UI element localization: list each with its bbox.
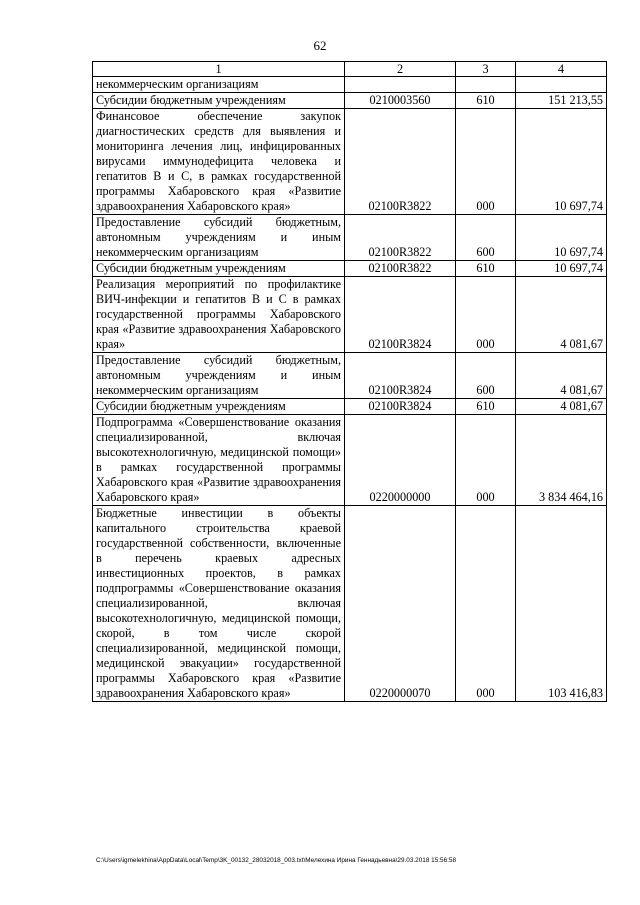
row-amount: 10 697,74	[516, 215, 607, 261]
row-code: 02100R3824	[345, 277, 456, 353]
column-header-3: 3	[456, 62, 516, 77]
page-number: 62	[313, 38, 327, 53]
row-description: Финансовое обеспечение закупок диагностических средств для выявления и мониторинга лечения лиц, инфицированных вирусами иммунодефицита человека и гепатитов В и С, в рамках государственной программы Хабаровского края «Развитие здравоохранения Хабаровского края»	[93, 109, 345, 215]
row-description: Бюджетные инвестиции в объекты капитального строительства краевой государственной собственности, включенные в перечень краевых адресных инвестиционных проектов, в рамках подпрограммы «Совершенствование оказания специализированной, включая высокотехнологичную, медицинской помощи, скорой, в том числе скорой специализированной, медицинской помощи, медицинской эвакуации» государственной программы Хабаровского края «Развитие здравоохранения Хабаровского края»	[93, 506, 345, 702]
row-description: Субсидии бюджетным учреждениям	[93, 261, 345, 277]
row-expense-type: 600	[456, 215, 516, 261]
table-row	[93, 353, 607, 399]
row-amount: 151 213,55	[516, 93, 607, 109]
table-row	[93, 93, 607, 109]
table-row	[93, 277, 607, 353]
budget-table	[92, 61, 607, 702]
row-amount: 4 081,67	[516, 277, 607, 353]
column-header-4: 4	[516, 62, 607, 77]
row-amount: 4 081,67	[516, 399, 607, 415]
table-row	[93, 415, 607, 506]
row-amount	[516, 77, 607, 93]
table-row	[93, 215, 607, 261]
row-expense-type	[456, 77, 516, 93]
row-expense-type: 000	[456, 277, 516, 353]
table-row	[93, 399, 607, 415]
row-code: 02100R3822	[345, 261, 456, 277]
row-amount: 10 697,74	[516, 261, 607, 277]
row-expense-type: 610	[456, 261, 516, 277]
table-row	[93, 506, 607, 702]
row-code: 02100R3824	[345, 399, 456, 415]
row-code: 0220000070	[345, 506, 456, 702]
row-expense-type: 000	[456, 415, 516, 506]
footer-file-path: C:\Users\igmelekhina\AppData\Local\Temp\3K_00132_28032018_003.txt\Мелехина Ирина Геннадьевна\29.03.2018 15:56:58	[96, 857, 457, 864]
row-amount: 3 834 464,16	[516, 415, 607, 506]
row-description: Субсидии бюджетным учреждениям	[93, 399, 345, 415]
row-description: Предоставление субсидий бюджетным, автономным учреждениям и иным некоммерческим организациям	[93, 353, 345, 399]
row-code: 0220000000	[345, 415, 456, 506]
row-expense-type: 000	[456, 506, 516, 702]
row-code: 02100R3824	[345, 353, 456, 399]
row-code: 02100R3822	[345, 109, 456, 215]
row-description: некоммерческим организациям	[93, 77, 345, 93]
table-row	[93, 77, 607, 93]
row-amount: 10 697,74	[516, 109, 607, 215]
row-expense-type: 610	[456, 93, 516, 109]
column-header-2: 2	[345, 62, 456, 77]
row-expense-type: 000	[456, 109, 516, 215]
table-row	[93, 109, 607, 215]
row-description: Субсидии бюджетным учреждениям	[93, 93, 345, 109]
row-description: Предоставление субсидий бюджетным, автономным учреждениям и иным некоммерческим организациям	[93, 215, 345, 261]
row-code: 0210003560	[345, 93, 456, 109]
row-expense-type: 600	[456, 353, 516, 399]
row-description: Подпрограмма «Совершенствование оказания специализированной, включая высокотехнологичную, медицинской помощи» в рамках государственной программы Хабаровского края «Развитие здравоохранения Хабаровского края»	[93, 415, 345, 506]
table-header-row	[93, 62, 607, 77]
row-amount: 4 081,67	[516, 353, 607, 399]
row-description: Реализация мероприятий по профилактике ВИЧ-инфекции и гепатитов В и С в рамках государственной программы Хабаровского края «Развитие здравоохранения Хабаровского края»	[93, 277, 345, 353]
row-amount: 103 416,83	[516, 506, 607, 702]
column-header-1: 1	[93, 62, 345, 77]
row-code	[345, 77, 456, 93]
table-row	[93, 261, 607, 277]
row-expense-type: 610	[456, 399, 516, 415]
row-code: 02100R3822	[345, 215, 456, 261]
